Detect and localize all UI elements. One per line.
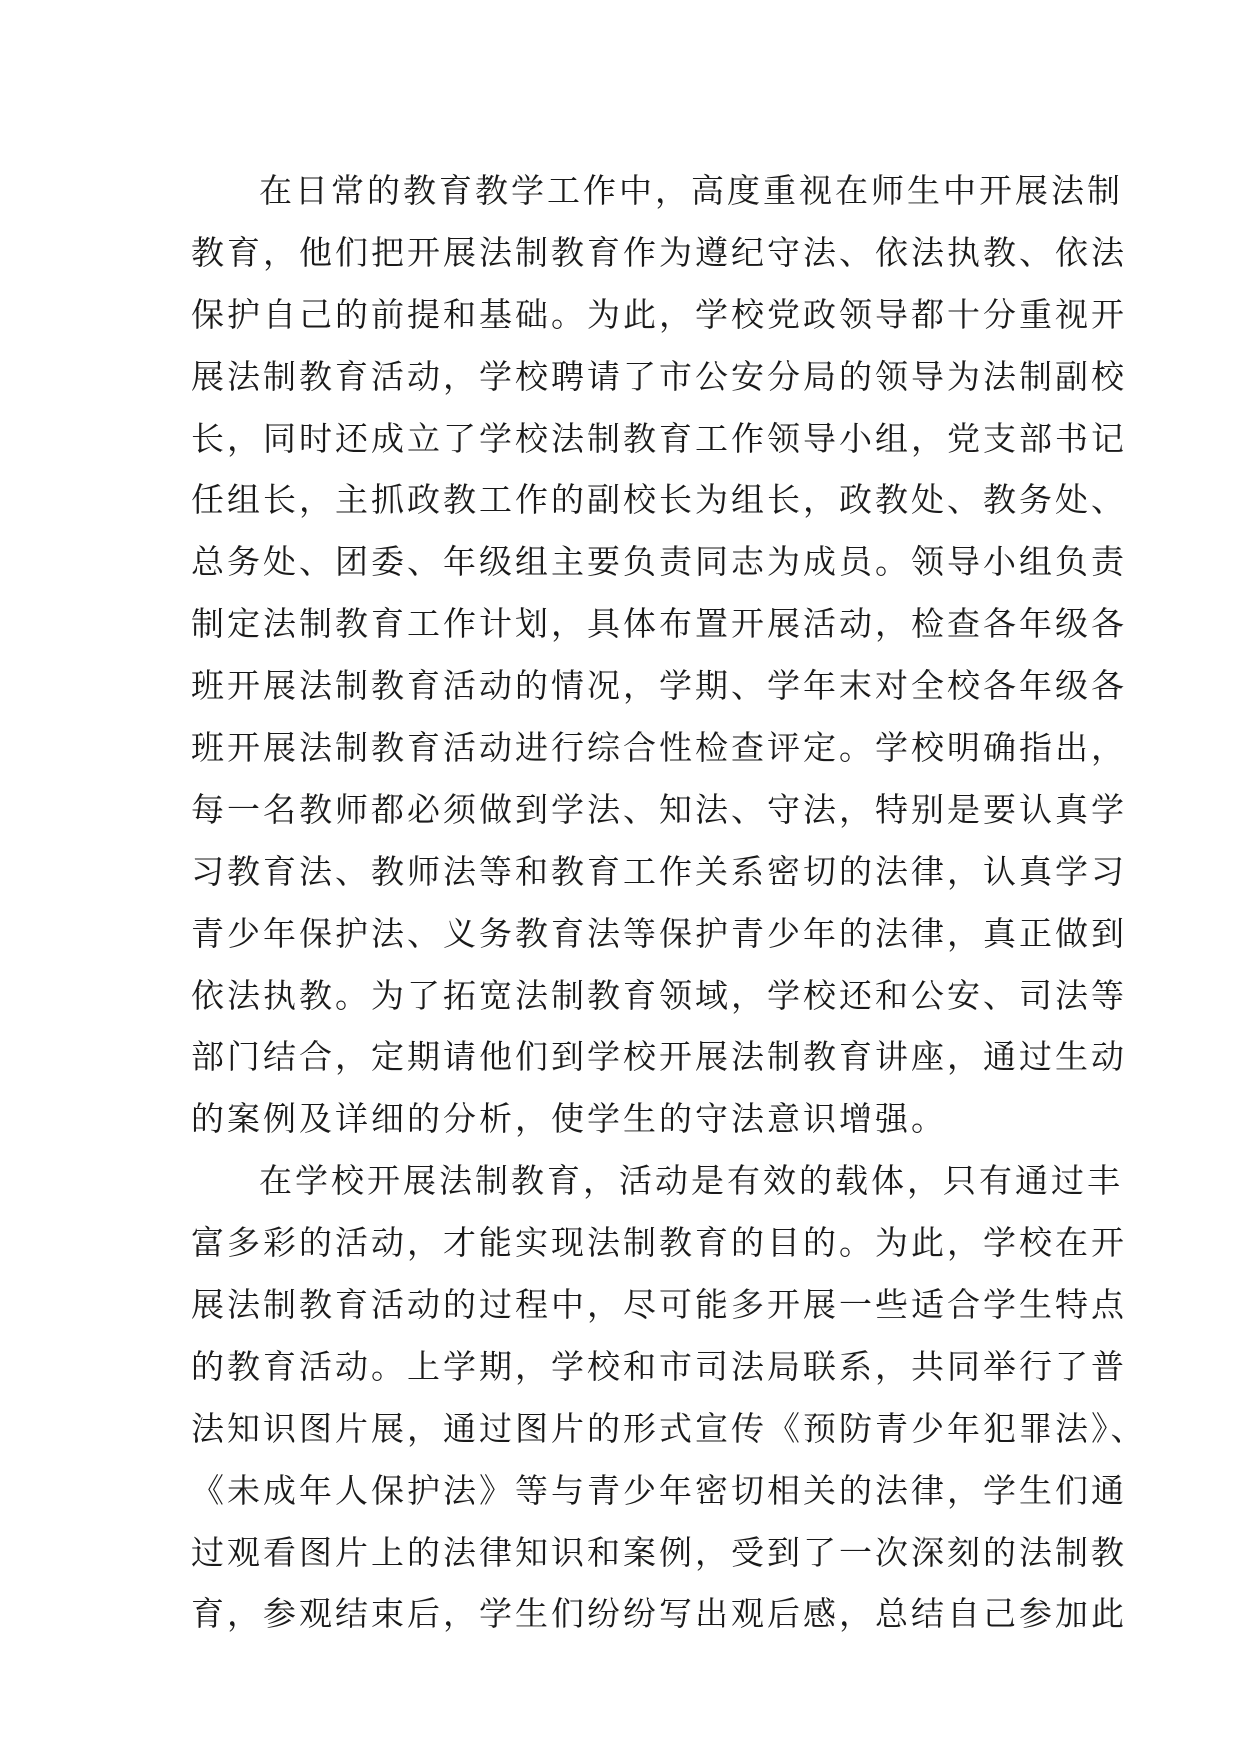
text-line: 班开展法制教育活动进行综合性检查评定。学校明确指出，: [191, 728, 1127, 768]
text-line: 长，同时还成立了学校法制教育工作领导小组，党支部书记: [191, 418, 1127, 458]
text-line: 制定法制教育工作计划，具体布置开展活动，检查各年级各: [191, 604, 1127, 644]
text-line: 任组长，主抓政教工作的副校长为组长，政教处、教务处、: [191, 480, 1127, 520]
text-line: 保护自己的前提和基础。为此，学校党政领导都十分重视开: [191, 294, 1127, 334]
paragraph: [191, 160, 1127, 1150]
text-line: 展法制教育活动，学校聘请了市公安分局的领导为法制副校: [191, 356, 1127, 396]
text-line: 部门结合，定期请他们到学校开展法制教育讲座，通过生动: [191, 1037, 1127, 1077]
text-line: 过观看图片上的法律知识和案例，受到了一次深刻的法制教: [191, 1532, 1127, 1572]
text-line: 的教育活动。上学期，学校和市司法局联系，共同举行了普: [191, 1346, 1127, 1386]
text-line: 法知识图片展，通过图片的形式宣传《预防青少年犯罪法》、: [191, 1408, 1147, 1448]
text-line: 每一名教师都必须做到学法、知法、守法，特别是要认真学: [191, 789, 1127, 829]
text-line: 教育，他们把开展法制教育作为遵纪守法、依法执教、依法: [191, 232, 1127, 272]
text-line: 青少年保护法、义务教育法等保护青少年的法律，真正做到: [191, 913, 1127, 953]
text-line: 富多彩的活动，才能实现法制教育的目的。为此，学校在开: [191, 1223, 1127, 1263]
text-line: 班开展法制教育活动的情况，学期、学年末对全校各年级各: [191, 666, 1127, 706]
text-line: 习教育法、教师法等和教育工作关系密切的法律，认真学习: [191, 851, 1127, 891]
paragraph: [191, 1150, 1147, 1645]
document-body: [191, 160, 1147, 1645]
text-line: 展法制教育活动的过程中，尽可能多开展一些适合学生特点: [191, 1285, 1127, 1325]
text-line: 总务处、团委、年级组主要负责同志为成员。领导小组负责: [191, 542, 1127, 582]
text-line: 依法执教。为了拓宽法制教育领域，学校还和公安、司法等: [191, 975, 1127, 1015]
text-line: 的案例及详细的分析，使学生的守法意识增强。: [191, 1099, 947, 1139]
text-line: 在学校开展法制教育，活动是有效的载体，只有通过丰: [259, 1161, 1123, 1201]
text-line: 在日常的教育教学工作中，高度重视在师生中开展法制: [259, 171, 1123, 210]
text-line: 育，参观结束后，学生们纷纷写出观后感，总结自己参加此: [191, 1594, 1127, 1634]
text-line: 《未成年人保护法》等与青少年密切相关的法律，学生们通: [191, 1470, 1127, 1510]
